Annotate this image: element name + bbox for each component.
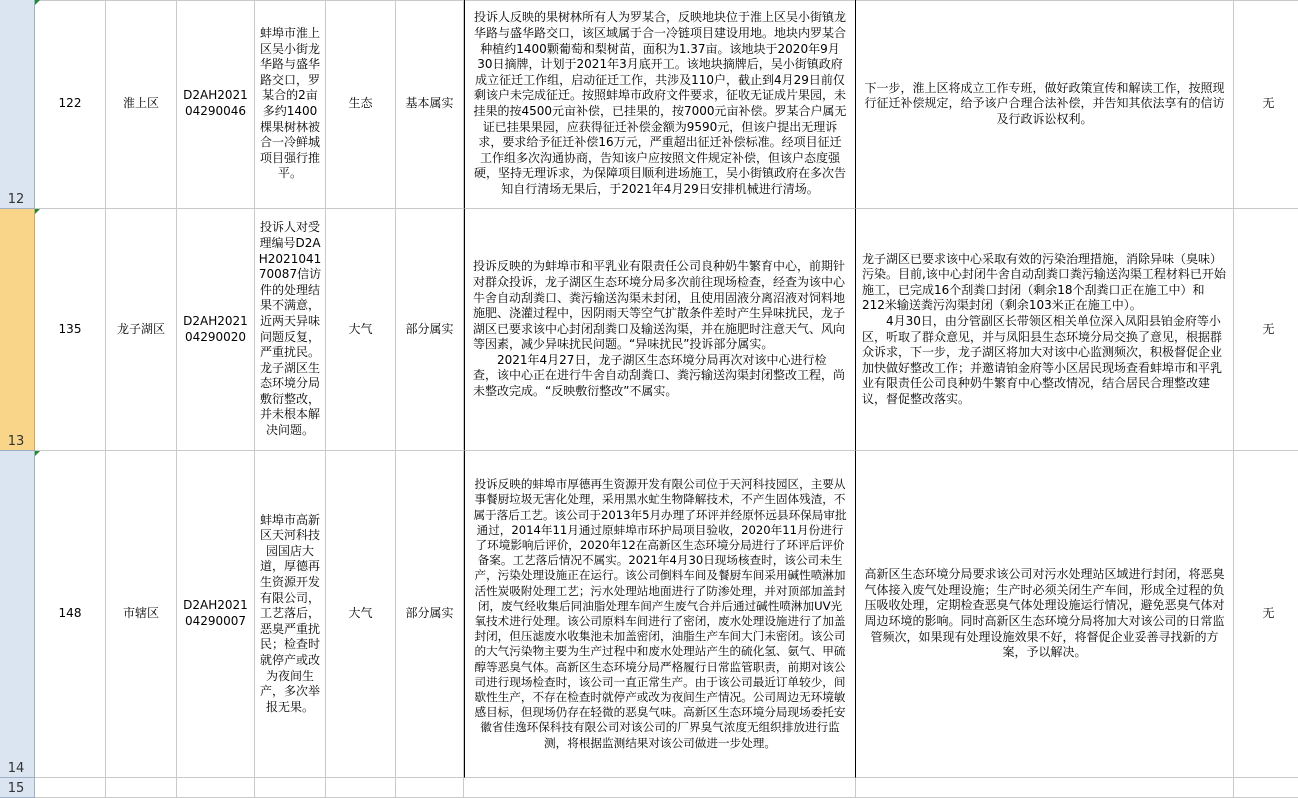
type-cell[interactable]: 生态: [326, 0, 396, 209]
verdict-cell[interactable]: 部分属实: [396, 209, 464, 451]
code-cell[interactable]: D2AH202104290046: [177, 0, 255, 209]
measures-cell[interactable]: 下一步，淮上区将成立工作专班，做好政策宣传和解读工作，按照现行征迁补偿规定，给予该户合理合法补偿，并告知其依法享有的信访及行政诉讼权利。: [856, 0, 1234, 209]
empty-cell[interactable]: [396, 778, 464, 798]
findings-cell[interactable]: [464, 209, 856, 451]
district-cell[interactable]: 淮上区: [106, 0, 177, 209]
findings-cell[interactable]: 投诉反映的蚌埠市厚德再生资源开发有限公司位于天河科技园区，主要从事餐厨垃圾无害化处理，采用黑水虻生物降解技术，不产生固体残渣，不属于落后工艺。该公司于2013年5月办理了环评并经原怀远县环保局审批通过，2014年11月通过原蚌埠市环护局项目验收，2020年11月份进行了环境影响后评价，2020年12在高新区生态环境分局进行了环评后评价备案。工艺落后情况不属实。2021年4月30日现场核查时，该公司未生产，污染处理设施正在运行。该公司倒料车间及餐厨车间采用碱性喷淋加活性炭吸附处理工艺；污水处理站地面进行了防渗处理，并对顶部加盖封闭，废气经收集后同油脂处理车间产生废气合并后通过碱性喷淋加UV光氧技术进行处理。该公司原料车间进行了密闭，废水处理设施进行了加盖封闭，但压滤废水收集池未加盖密闭，油脂生产车间大门未密闭。该公司的大气污染物主要为生产过程中和废水处理站产生的硫化氢、氨气、甲硫醇等恶臭气体。高新区生态环境分局严格履行日常监管职责，前期对该公司进行现场检查时，该公司一直正常生产。由于该公司最近订单较少，间歇性生产，不存在检查时就停产或改为夜间生产情况。公司周边无环境敏感目标，但现场仍存在轻微的恶臭气味。高新区生态环境分局现场委托安徽省佳逸环保科技有限公司对该公司的厂界臭气浓度无组织排放进行监测，将根据监测结果对该公司做进一步处理。: [464, 451, 856, 778]
table-row[interactable]: [0, 209, 1298, 451]
measures-paragraph: 4月30日，由分管副区长带领区相关单位深入凤阳县铂金府等小区，听取了群众意见，并与凤阳县生态环境分局交换了意见，根据群众诉求，下一步，龙子湖区将加大对该中心监测频次，积极督促企业加快做好整改工作；并邀请铂金府等小区居民现场查看蚌埠市和平乳业有限责任公司良种奶牛繁育中心整改情况，结合居民合理整改建议，督促整改落实。: [862, 313, 1223, 406]
seq-cell[interactable]: 148: [35, 451, 106, 778]
verdict-cell[interactable]: 部分属实: [396, 451, 464, 778]
table-row[interactable]: [0, 0, 1298, 209]
summary-cell[interactable]: 投诉人对受理编号D2AH202104170087信访件的处理结果不满意，近两天异味问题反复，严重扰民。龙子湖区生态环境分局敷衍整改，并未根本解决问题。: [255, 209, 326, 451]
district-cell[interactable]: 市辖区: [106, 451, 177, 778]
table-row[interactable]: [0, 451, 1298, 778]
empty-cell[interactable]: [326, 778, 396, 798]
verdict-cell[interactable]: 基本属实: [396, 0, 464, 209]
seq-cell[interactable]: 135: [35, 209, 106, 451]
measures-paragraph: 龙子湖区已要求该中心采取有效的污染治理措施，消除异味（臭味）污染。目前,该中心封闭牛舍自动刮粪口粪污输送沟渠工程材料已开始施工，已完成16个刮粪口封闭（剩余18个刮粪口正在施工中）和212米输送粪污沟渠封闭（剩余103米正在施工中）。: [862, 251, 1226, 313]
summary-cell[interactable]: 蚌埠市高新区天河科技园国店大道，厚德再生资源开发有限公司，工艺落后，恶臭严重扰民；检查时就停产或改为夜间生产，多次举报无果。: [255, 451, 326, 778]
empty-cell[interactable]: [856, 778, 1234, 798]
empty-cell[interactable]: [177, 778, 255, 798]
district-cell[interactable]: 龙子湖区: [106, 209, 177, 451]
row-header[interactable]: 14: [0, 451, 35, 778]
findings-paragraph: 2021年4月27日，龙子湖区生态环境分局再次对该中心进行检查，该中心正在进行牛舍自动刮粪口、粪污输送沟渠封闭整改工程，尚未整改完成。“反映敷衍整改”不属实。: [473, 352, 846, 399]
empty-cell[interactable]: [255, 778, 326, 798]
table-row-empty[interactable]: [0, 778, 1298, 798]
empty-cell[interactable]: [1234, 778, 1298, 798]
accountability-cell[interactable]: 无: [1234, 451, 1298, 778]
code-cell[interactable]: D2AH202104290020: [177, 209, 255, 451]
empty-cell[interactable]: [464, 778, 856, 798]
row-header-selected[interactable]: 13: [0, 209, 35, 451]
measures-cell[interactable]: 高新区生态环境分局要求该公司对污水处理站区域进行封闭，将恶臭气体接入废气处理设施；生产时必须关闭生产车间，形成全过程的负压吸收处理，定期检查恶臭气体处理设施运行情况，避免恶臭气体对周边环境的影响。同时高新区生态环境分局将加大对该公司的日常监管频次，如果现有处理设施效果不好，将督促企业妥善寻找新的方案，予以解决。: [856, 451, 1234, 778]
code-cell[interactable]: D2AH202104290007: [177, 451, 255, 778]
row-header[interactable]: 12: [0, 0, 35, 209]
accountability-cell[interactable]: 无: [1234, 209, 1298, 451]
type-cell[interactable]: 大气: [326, 209, 396, 451]
empty-cell[interactable]: [35, 778, 106, 798]
accountability-cell[interactable]: 无: [1234, 0, 1298, 209]
row-header[interactable]: 15: [0, 778, 35, 798]
measures-cell[interactable]: [856, 209, 1234, 451]
findings-paragraph: 投诉反映的为蚌埠市和平乳业有限责任公司良种奶牛繁育中心，前期针对群众投诉，龙子湖区生态环境分局多次前往现场检查，经查为该中心牛舍自动刮粪口、粪污输送沟渠未封闭，且使用固液分离沼液对饲料地施肥、浇灌过程中，因阴雨天等空气扩散条件差时产生异味扰民，龙子湖区已要求该中心封闭刮粪口及输送沟渠，并在施肥时注意天气、风向等因素，减少异味扰民问题。“异味扰民”投诉部分属实。: [473, 259, 846, 352]
seq-cell[interactable]: 122: [35, 0, 106, 209]
summary-cell[interactable]: 蚌埠市淮上区吴小街龙华路与盛华路交口，罗某合的2亩多约1400棵果树林被合一冷鲜城项目强行推平。: [255, 0, 326, 209]
type-cell[interactable]: 大气: [326, 451, 396, 778]
comment-marker: [35, 0, 40, 5]
comment-marker: [35, 209, 40, 214]
comment-marker: [35, 451, 40, 456]
empty-cell[interactable]: [106, 778, 177, 798]
findings-cell[interactable]: 投诉人反映的果树林所有人为罗某合，反映地块位于淮上区吴小街镇龙华路与盛华路交口，该区域属于合一冷链项目建设用地。地块内罗某合种植约1400颗葡萄和梨树苗，面积为1.37亩。该地块于2020年9月30日摘牌，计划于2021年3月底开工。该地块摘牌后，吴小街镇政府成立征迁工作组，启动征迁工作，共涉及110户，截止到4月29日前仅剩该户未完成征迁。按照蚌埠市政府文件要求，征收无证成片果园，未挂果的按4500元亩补偿，已挂果的，按7000元亩补偿。罗某合户属无证已挂果果园，应获得征迁补偿金额为9590元，但该户提出无理诉求，要求给予征迁补偿16万元，严重超出征迁补偿标准。经项目征迁工作组多次沟通协商，告知该户应按照文件规定补偿，但该户态度强硬，坚持无理诉求，为保障项目顺利进场施工，吴小街镇政府在多次告知自行清场无果后，于2021年4月29日安排机械进行清场。: [464, 0, 856, 209]
